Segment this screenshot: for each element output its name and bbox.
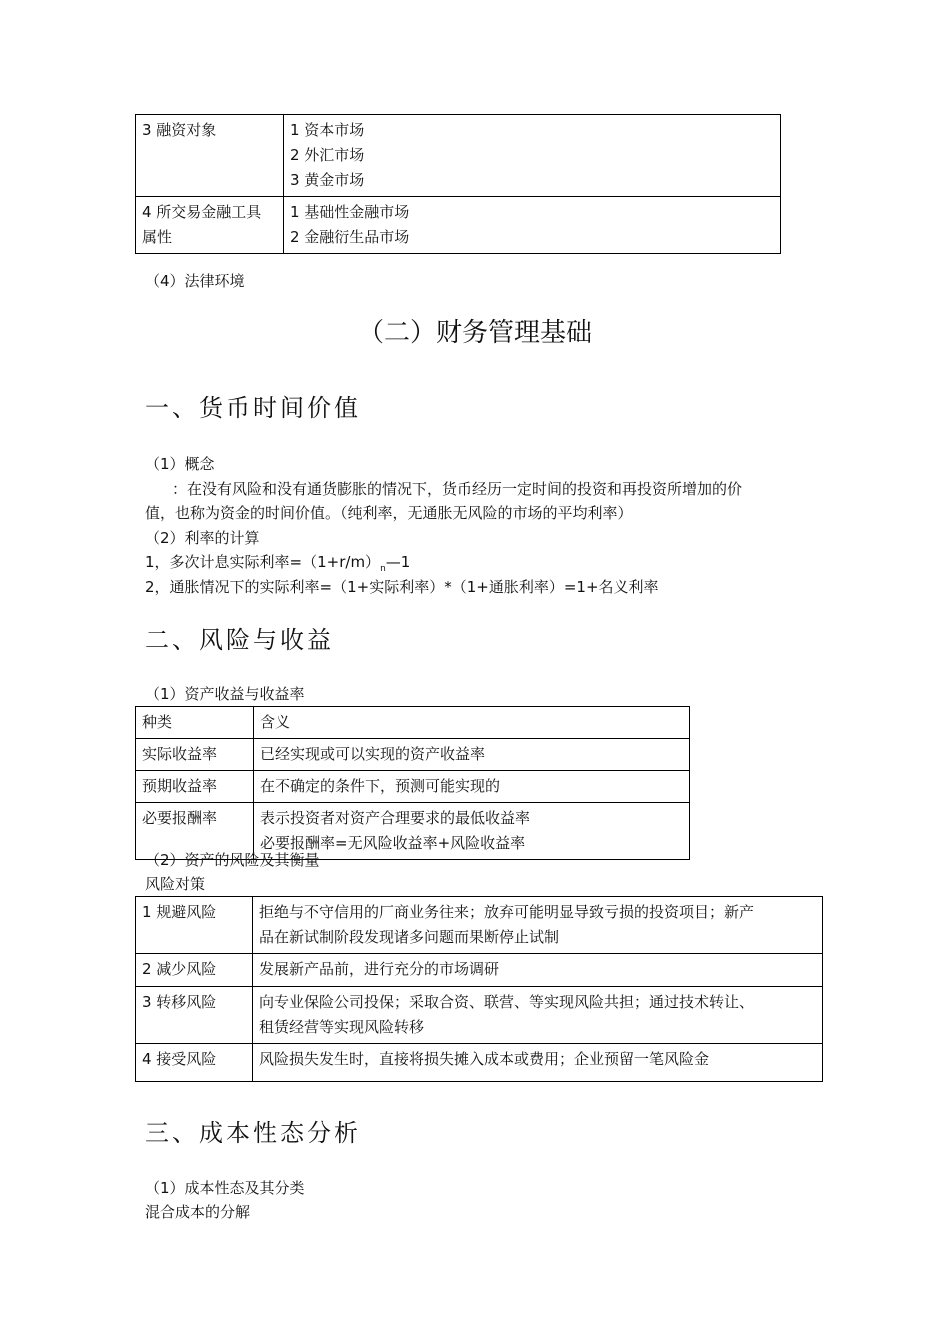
list-item: 2 金融衍生品市场 [290,228,410,246]
asset-risk-label: （2）资产的风险及其衡量 [145,851,320,869]
table-cell-description: 发展新产品前，进行充分的市场调研 [253,954,823,987]
section-heading-cost-behavior: 三、成本性态分析 [145,1119,361,1147]
table-row [136,954,823,987]
asset-return-label: （1）资产收益与收益率 [145,685,305,703]
formula-inflation-rate: 2，通胀情况下的实际利率=（1+实际利率）*（1+通胀利率）=1+名义利率 [145,578,659,596]
table-header-cell: 含义 [254,707,690,739]
table-row [136,897,823,954]
table-cell-kind: 预期收益率 [136,771,254,803]
table-cell-strategy: 1 规避风险 [136,897,253,954]
table-header-row [136,707,690,739]
legal-environment-label: （4）法律环境 [145,272,245,290]
concept-text-line-2: 值，也称为资金的时间价值。（纯利率，无通胀无风险的市场的平均利率） [145,504,633,522]
table-cell-meaning: 表示投资者对资产合理要求的最低收益率 必要报酬率=无风险收益率+风险收益率 [254,803,690,860]
table-cell-strategy: 3 转移风险 [136,987,253,1044]
list-item: 2 外汇市场 [290,146,365,164]
list-item: 1 资本市场 [290,121,365,139]
table-header-cell: 种类 [136,707,254,739]
table-cell-description: 风险损失发生时，直接将损失摊入成本或费用；企业预留一笔风险金 [253,1044,823,1082]
table-row [136,771,690,803]
table-cell-items [284,115,781,197]
risk-strategy-label: 风险对策 [145,875,206,893]
mixed-cost-label: 混合成本的分解 [145,1203,251,1221]
table-cell-description: 拒绝与不守信用的厂商业务往来；放弃可能明显导致亏损的投资项目；新产 品在新试制阶段发现诸多问题而果断停止试制 [253,897,823,954]
list-item: 3 黄金市场 [290,171,365,189]
table-row [136,115,781,197]
table-cell-label: 4 所交易金融工具 属性 [136,197,284,254]
table-cell-strategy: 2 减少风险 [136,954,253,987]
risk-strategy-table [135,896,823,1082]
section-heading-time-value: 一、货币时间价值 [145,394,361,422]
table-cell-meaning: 在不确定的条件下，预测可能实现的 [254,771,690,803]
table-cell-strategy: 4 接受风险 [136,1044,253,1082]
section-heading-risk-return: 二、风险与收益 [145,626,334,654]
formula-effective-rate: 1，多次计息实际利率$=(1+r/m)_n—1$ [145,553,411,574]
cost-behavior-label: （1）成本性态及其分类 [145,1179,305,1197]
table-cell-kind: 必要报酬率 [136,803,254,860]
table-row [136,197,781,254]
table-cell-description: 向专业保险公司投保；采取合资、联营、等实现风险共担；通过技术转让、 租赁经营等实现风险转移 [253,987,823,1044]
table-cell-meaning: 已经实现或可以实现的资产收益率 [254,739,690,771]
list-item: 1 基础性金融市场 [290,203,410,221]
table-row [136,739,690,771]
page-title: （二）财务管理基础 [357,318,592,348]
table-row [136,1044,823,1082]
table-cell-items [284,197,781,254]
return-rate-table [135,706,690,860]
interest-rate-label: （2）利率的计算 [145,529,260,547]
table-row [136,987,823,1044]
market-classification-table [135,114,781,254]
table-cell-kind: 实际收益率 [136,739,254,771]
table-cell-label: 3 融资对象 [136,115,284,197]
concept-label: （1）概念 [145,455,215,473]
concept-text-line-1: ：在没有风险和没有通货膨胀的情况下，货币经历一定时间的投资和再投资所增加的价 [172,480,743,498]
